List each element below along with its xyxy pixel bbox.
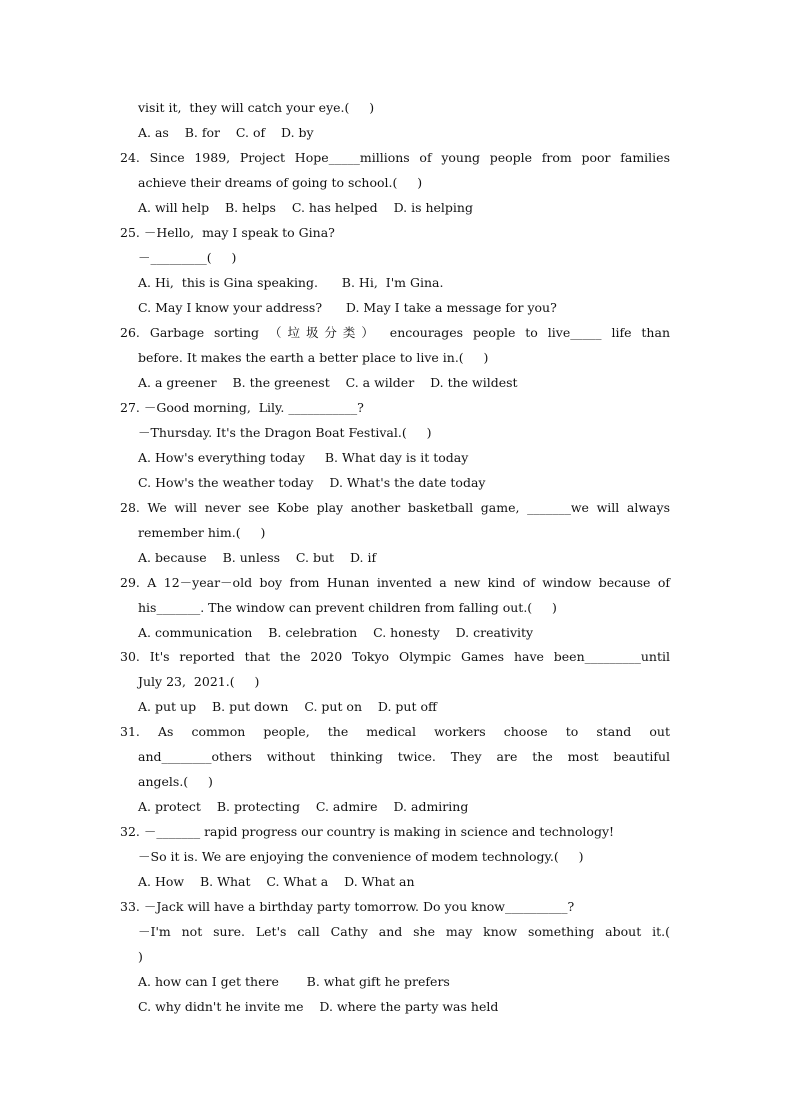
q25-options-cd: C. May I know your address? D. May I take a message for you? bbox=[138, 300, 557, 315]
q27-stem: 27. －Good morning, Lily. ___________? bbox=[120, 400, 364, 415]
q28-stem-continuation: remember him.( ) bbox=[138, 525, 266, 540]
q24-options: A. will help B. helps C. has helped D. is helping bbox=[138, 200, 473, 215]
q25-options-ab: A. Hi, this is Gina speaking. B. Hi, I'm Gina. bbox=[138, 275, 444, 290]
q33-options-cd: C. why didn't he invite me D. where the party was held bbox=[138, 999, 499, 1014]
q29-stem: 29. A 12－year－old boy from Hunan invented a new kind of window because of bbox=[120, 575, 670, 590]
q24-stem: 24. Since 1989, Project Hope_____millions of young people from poor families bbox=[120, 150, 670, 165]
q32-options: A. How B. What C. What a D. What an bbox=[138, 874, 415, 889]
q30-stem: 30. It's reported that the 2020 Tokyo Olympic Games have been_________until bbox=[120, 649, 670, 664]
q23-stem-continuation: visit it, they will catch your eye.( ) bbox=[138, 100, 375, 115]
q31-stem-end: angels.( ) bbox=[138, 774, 213, 789]
q33-response: －I'm not sure. Let's call Cathy and she may know something about it.( bbox=[138, 924, 670, 939]
q27-response: －Thursday. It's the Dragon Boat Festival.( ) bbox=[138, 425, 432, 440]
q33-options-ab: A. how can I get there B. what gift he prefers bbox=[138, 974, 450, 989]
q25-stem: 25. －Hello, may I speak to Gina? bbox=[120, 225, 335, 240]
q31-options: A. protect B. protecting C. admire D. admiring bbox=[138, 799, 469, 814]
q31-stem: 31. As common people, the medical workers choose to stand out bbox=[120, 724, 670, 739]
q26-stem-continuation: before. It makes the earth a better place to live in.( ) bbox=[138, 350, 489, 365]
q31-stem-continuation: and________others without thinking twice. They are the most beautiful bbox=[138, 749, 670, 764]
q30-options: A. put up B. put down C. put on D. put off bbox=[138, 699, 437, 714]
q32-response: －So it is. We are enjoying the convenience of modem technology.( ) bbox=[138, 849, 584, 864]
q28-stem: 28. We will never see Kobe play another basketball game, _______we will always bbox=[120, 500, 670, 515]
q33-response-end: ) bbox=[138, 949, 143, 964]
q24-stem-continuation: achieve their dreams of going to school.( ) bbox=[138, 175, 423, 190]
q26-options: A. a greener B. the greenest C. a wilder D. the wildest bbox=[138, 375, 518, 390]
q29-options: A. communication B. celebration C. honesty D. creativity bbox=[138, 625, 534, 640]
q28-options: A. because B. unless C. but D. if bbox=[138, 550, 377, 565]
q29-stem-continuation: his_______. The window can prevent children from falling out.( ) bbox=[138, 600, 557, 615]
q26-stem: 26. Garbage sorting （垃圾分类） encourages people to live_____ life than bbox=[120, 325, 670, 340]
q25-response: －_________( ) bbox=[138, 250, 237, 265]
q30-stem-continuation: July 23, 2021.( ) bbox=[138, 674, 260, 689]
q32-stem: 32. －_______ rapid progress our country is making in science and technology! bbox=[120, 824, 615, 839]
q27-options-ab: A. How's everything today B. What day is it today bbox=[138, 450, 469, 465]
q33-stem: 33. －Jack will have a birthday party tomorrow. Do you know__________? bbox=[120, 899, 575, 914]
q27-options-cd: C. How's the weather today D. What's the date today bbox=[138, 475, 486, 490]
q23-options: A. as B. for C. of D. by bbox=[138, 125, 314, 140]
